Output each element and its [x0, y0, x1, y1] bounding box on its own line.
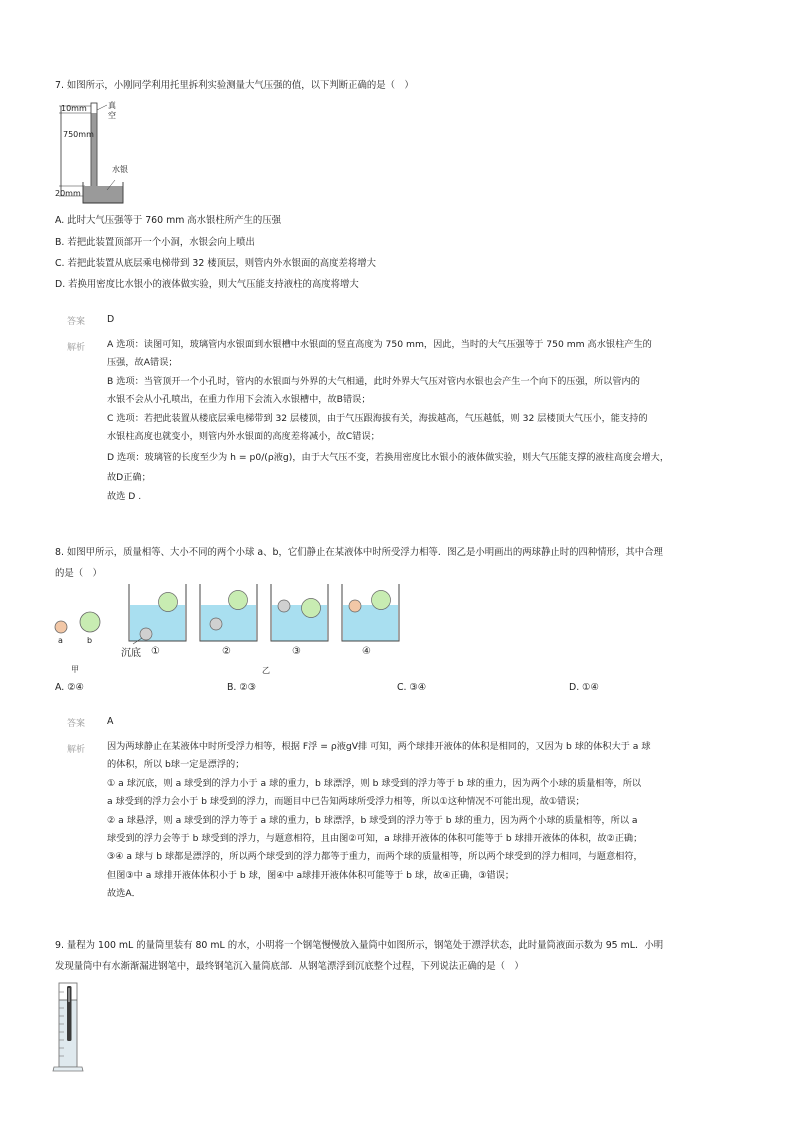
graduated-cylinder-figure [52, 980, 86, 1074]
beaker-1-label: ① [151, 646, 160, 657]
question-7-analysis [107, 336, 732, 506]
question-8-option-a: A. ②④ [55, 682, 85, 693]
label-10mm: 10mm [61, 104, 87, 113]
question-9-stem-line-1: 9. 量程为 100 mL 的量筒里装有 80 mL 的水，小明将一个钢笔慢慢放入量筒中如图所示，钢笔处于漂浮状态，此时量筒液面示数为 95 mL．小明 [55, 940, 664, 951]
beaker-3-label: ③ [292, 646, 301, 657]
ball-a [55, 621, 67, 633]
question-8-answer-label: 答案 [67, 719, 86, 729]
analysis-line: a 球受到的浮力会小于 b 球受到的浮力，而题目中已告知两球所受浮力相等，所以①这种情况不可能出现，故①错误； [107, 796, 585, 808]
analysis-line: 因为两球静止在某液体中时所受浮力相等，根据 F浮 = ρ液gV排 可知，两个球排开液体的体积是相同的，又因为 b 球的体积大于 a 球 [107, 741, 651, 752]
analysis-line: 但图③中 a 球排开液体体积小于 b 球，图④中 a球排开液体体积可能等于 b 球，故④正确，③错误； [107, 869, 515, 881]
question-8-answer: A [107, 716, 114, 727]
ball-figure-jia [50, 605, 110, 640]
question-9-stem-line-2: 发现量筒中有水渐渐漏进钢笔中，最终钢笔沉入量筒底部．从钢笔漂浮到沉底整个过程，下列说法正确的是（ ） [55, 961, 524, 972]
torricelli-figure [55, 100, 135, 210]
analysis-line: C 选项：若把此装置从楼底层乘电梯带到 32 层楼顶，由于气压跟海拔有关，海拔越高，气压越低，则 32 层楼顶大气压小，能支持的 [107, 412, 648, 424]
analysis-line: 的体积，所以 b球一定是漂浮的； [107, 759, 245, 771]
analysis-line: 故D正确； [107, 472, 151, 484]
label-vacuum-2: 空 [108, 111, 116, 120]
analysis-line: ① a 球沉底，则 a 球受到的浮力小于 a 球的重力，b 球漂浮，则 b 球受到的浮力等于 b 球的重力，因为两个小球的质量相等，所以 [107, 777, 642, 789]
figure-yi-label: 乙 [262, 666, 270, 675]
question-8-option-b: B. ②③ [227, 682, 257, 693]
analysis-line: 压强，故A错误； [107, 357, 178, 369]
analysis-line: A 选项：读图可知，玻璃管内水银面到水银槽中水银面的竖直高度为 750 mm，因此，当时的大气压强等于 750 mm 高水银柱产生的 [107, 339, 652, 350]
question-8-option-c: C. ③④ [397, 682, 427, 693]
analysis-line: 水银柱高度也就变小，则管内外水银面的高度差将减小，故C错误； [107, 431, 380, 443]
question-7-option-c: C. 若把此装置从底层乘电梯带到 32 楼顶层，则管内外水银面的高度差将增大 [55, 258, 377, 269]
label-20mm: 20mm [55, 189, 81, 198]
ball-b [80, 612, 100, 632]
analysis-line: ② a 球悬浮，则 a 球受到的浮力等于 a 球的重力，b 球漂浮，b 球受到的浮力等于 b 球的重力，因为两个小球的质量相等，所以 a [107, 814, 638, 826]
ball-a-beaker-2 [210, 618, 222, 630]
analysis-line: 水银不会从小孔喷出，在重力作用下会流入水银槽中，故B错误； [107, 394, 371, 406]
analysis-line: ③④ a 球与 b 球都是漂浮的，所以两个球受到的浮力都等于重力，而两个球的质量相等，所以两个球受到的浮力相同，与题意相符， [107, 851, 643, 863]
beaker-2-label: ② [222, 646, 231, 657]
question-8-option-d: D. ①④ [569, 682, 599, 693]
question-8-stem-line-2: 的是（ ） [55, 568, 102, 579]
question-7-stem: 7. 如图所示，小刚同学利用托里拆利实验测量大气压强的值，以下判断正确的是（ ） [55, 80, 414, 91]
ball-b-beaker-3 [302, 599, 321, 618]
label-mercury: 水银 [112, 165, 128, 174]
analysis-line: 故选A． [107, 888, 141, 900]
label-750mm: 750mm [63, 130, 94, 139]
analysis-line: B 选项：当管顶开一个小孔时，管内的水银面与外界的大气相通，此时外界大气压对管内水银也会产生一个向下的压强，所以管内的 [107, 375, 640, 387]
analysis-line: 球受到的浮力会等于 b 球受到的浮力，与题意相符，且由图②可知，a 球排开液体的体积可能等于 b 球排开液体的体积，故②正确； [107, 833, 643, 845]
question-8-analysis [107, 738, 732, 904]
question-8-stem-line-1: 8. 如图甲所示，质量相等、大小不同的两个小球 a、b，它们静止在某液体中时所受浮力相等．图乙是小明画出的两球静止时的四种情形，其中合理 [55, 547, 663, 558]
ball-b-beaker-4 [372, 591, 391, 610]
ball-a-beaker-4 [349, 600, 361, 612]
figure-jia-label: 甲 [71, 665, 79, 674]
question-7-option-b: B. 若把此装置顶部开一个小洞，水银会向上喷出 [55, 237, 255, 248]
analysis-line: D 选项：玻璃管的长度至少为 h = p0/(ρ液g)，由于大气压不变，若换用密度比水银小的液体做实验，则大气压能支撑的液柱高度会增大， [107, 452, 670, 464]
ball-b-label: b [87, 636, 93, 645]
question-7-option-d: D. 若换用密度比水银小的液体做实验，则大气压能支持液柱的高度将增大 [55, 279, 359, 290]
question-7-answer: D [107, 314, 115, 325]
question-7-analysis-label: 解析 [67, 343, 86, 353]
beaker-figure-yi [125, 583, 405, 645]
ball-b-beaker-2 [229, 591, 248, 610]
ball-b-beaker-1 [159, 593, 178, 612]
question-7-option-a: A. 此时大气压强等于 760 mm 高水银柱所产生的压强 [55, 215, 282, 226]
analysis-line: 故选 D . [107, 490, 142, 502]
question-8-analysis-label: 解析 [67, 745, 86, 755]
question-7-answer-label: 答案 [67, 317, 86, 327]
sink-label: 沉底 [121, 648, 141, 659]
ball-a-beaker-3 [278, 600, 290, 612]
ball-a-label: a [58, 636, 63, 645]
beaker-4-label: ④ [362, 646, 371, 657]
label-vacuum-1: 真 [108, 101, 116, 110]
